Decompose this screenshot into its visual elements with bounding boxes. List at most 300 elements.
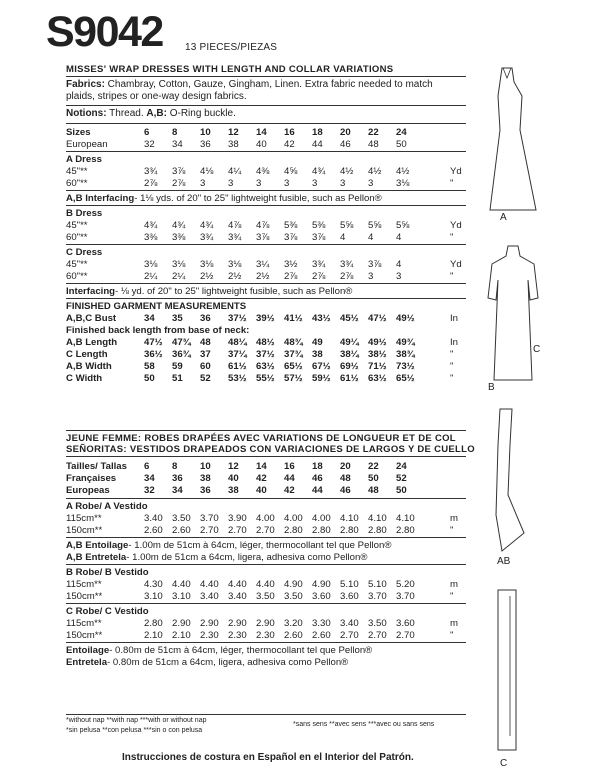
footnote-english: *without nap **with nap ***with or without nap (66, 717, 207, 724)
sizes-row (66, 127, 466, 138)
a-150-row-value: 2.70 (256, 525, 275, 536)
a-115-row-value: 3.50 (172, 513, 191, 524)
tailles-row-value: 12 (228, 461, 239, 472)
b-60-row-value: 3⅞ (256, 232, 270, 243)
tailles-row (66, 461, 466, 472)
b-45-row-value: 4¾ (200, 220, 214, 231)
c-dress-heading-label: C Dress (66, 247, 103, 258)
b-115-row-value: 4.40 (200, 579, 219, 590)
bust-row-value: 37½ (228, 313, 247, 324)
a-45-row-value: 4¼ (228, 166, 242, 177)
european-row-value: 40 (256, 139, 267, 150)
europeas-row-value: 48 (368, 485, 379, 496)
ab-length-row-value: 48 (200, 337, 211, 348)
b-45-row-value: 5⅝ (368, 220, 382, 231)
b-45-row-unit: Yd (450, 220, 462, 231)
european-row-value: 38 (228, 139, 239, 150)
c-60-row (66, 271, 466, 282)
b-robe-heading-label: B Robe/ B Vestido (66, 567, 149, 578)
bust-row (66, 313, 466, 324)
a-150-row-value: 2.80 (312, 525, 331, 536)
c-45-row (66, 259, 466, 270)
b-60-row-value: 3⅜ (172, 232, 186, 243)
spanish-instructions-note: Instrucciones de costura en Español en el Interior del Patrón. (122, 752, 414, 763)
a-60-row-value: 3 (228, 178, 234, 189)
c-interfacing-text: - ⅛ yd. of 20" to 25" lightweight fusible, such as Pellon® (115, 286, 353, 297)
c-45-row-value: 3¾ (340, 259, 354, 270)
b-60-row-unit: " (450, 232, 454, 243)
b-60-row-value: 4 (396, 232, 402, 243)
b-dress-heading-label: B Dress (66, 208, 103, 219)
europeas-row-value: 38 (228, 485, 239, 496)
c-interfacing (66, 286, 466, 297)
c-width-row-value: 55½ (256, 373, 275, 384)
c-115-row-value: 3.50 (368, 618, 387, 629)
a-60-row-value: 3⅛ (396, 178, 410, 189)
europeas-row-value: 50 (396, 485, 407, 496)
c-150-row-value: 2.70 (368, 630, 387, 641)
b-150-row-value: 3.10 (144, 591, 163, 602)
c-45-row-value: 3⅛ (144, 259, 158, 270)
b-45-row (66, 220, 466, 231)
b-60-row-value: 4 (368, 232, 374, 243)
ab-length-row-value: 49 (312, 337, 323, 348)
francaises-row-value: 48 (340, 473, 351, 484)
ab-entretela-text: - 1.00m de 51cm a 64cm, ligera, adhesiva como Pellon® (126, 552, 368, 563)
sizes-row-value: 24 (396, 127, 407, 138)
francaises-row-value: 36 (172, 473, 183, 484)
ab-length-row-value: 47¾ (172, 337, 191, 348)
sizes-row-label: Sizes (66, 127, 91, 138)
francaises-row-label: Françaises (66, 473, 117, 484)
a-60-row-value: 3 (368, 178, 374, 189)
b-150-row-value: 3.60 (340, 591, 359, 602)
a-150-row-value: 2.80 (396, 525, 415, 536)
c-interfacing-label: Interfacing (66, 286, 116, 297)
c-length-row-unit: " (450, 349, 454, 360)
c-150-row-value: 2.70 (340, 630, 359, 641)
ab-entoilage-label: A,B Entoilage (66, 540, 129, 551)
c-45-row-unit: Yd (450, 259, 462, 270)
notions-ab-label: A,B: (146, 108, 167, 119)
b-45-row-value: 4⅞ (228, 220, 242, 231)
tailles-row-value: 24 (396, 461, 407, 472)
b-60-row-value: 3¾ (200, 232, 214, 243)
label-c-piece: C (500, 758, 508, 769)
english-title: MISSES' WRAP DRESSES WITH LENGTH AND COLLAR VARIATIONS (66, 64, 394, 75)
c-robe-heading-label: C Robe/ C Vestido (66, 606, 149, 617)
fabrics-label: Fabrics: (66, 79, 105, 90)
b-45-row-label: 45"** (66, 220, 88, 231)
a-60-row-label: 60"** (66, 178, 88, 189)
ab-width-row-value: 69½ (340, 361, 359, 372)
b-45-row-value: 4¾ (144, 220, 158, 231)
c-60-row-value: 2⅞ (312, 271, 326, 282)
b-115-row-value: 4.90 (284, 579, 303, 590)
c-length-row-value: 38 (312, 349, 323, 360)
francaises-row-value: 34 (144, 473, 155, 484)
a-60-row-value: 3 (200, 178, 206, 189)
b-115-row-value: 5.20 (396, 579, 415, 590)
c-150-row-value: 2.30 (200, 630, 219, 641)
b-115-row-label: 115cm** (66, 579, 102, 590)
sizes-row-value: 8 (172, 127, 178, 138)
b-115-row-value: 5.10 (368, 579, 387, 590)
europeas-row-value: 46 (340, 485, 351, 496)
bust-row-value: 43½ (312, 313, 331, 324)
c-150-row-label: 150cm** (66, 630, 103, 641)
c-115-row-value: 3.60 (396, 618, 415, 629)
notions-ab-value: O-Ring buckle. (166, 108, 236, 119)
c-45-row-value: 3½ (284, 259, 298, 270)
a-60-row-value: 2⅞ (144, 178, 158, 189)
c-width-row-value: 57½ (284, 373, 303, 384)
c-width-row-value: 51 (172, 373, 183, 384)
c-width-row-unit: " (450, 373, 454, 384)
footnote-spanish: *sin pelusa **con pelusa ***sin o con pelusa (66, 727, 203, 734)
c-150-row (66, 630, 466, 641)
european-row-label: European (66, 139, 108, 150)
tailles-row-value: 16 (284, 461, 295, 472)
francaises-row-value: 38 (200, 473, 211, 484)
c-robe-heading (66, 606, 466, 617)
c-length-row-value: 37¼ (228, 349, 247, 360)
ab-length-row-value: 49¾ (396, 337, 415, 348)
label-ab: AB (497, 556, 511, 567)
ab-entretela-label: A,B Entretela (66, 552, 127, 563)
tailles-row-value: 14 (256, 461, 267, 472)
tailles-row-value: 8 (172, 461, 178, 472)
b-45-row-value: 5⅜ (284, 220, 298, 231)
c-115-row-value: 2.90 (172, 618, 191, 629)
sizes-row-value: 12 (228, 127, 239, 138)
b-45-row-value: 5⅝ (340, 220, 354, 231)
ab-length-row-value: 47½ (144, 337, 163, 348)
a-115-row-value: 4.00 (312, 513, 331, 524)
sizes-row-value: 10 (200, 127, 211, 138)
c-length-row (66, 349, 466, 360)
ab-width-row-value: 58 (144, 361, 155, 372)
pattern-piece-ab (480, 405, 540, 555)
c-60-row-value: 2½ (200, 271, 214, 282)
european-row-value: 50 (396, 139, 407, 150)
c-150-row-value: 2.60 (284, 630, 303, 641)
a-45-row-value: 4¾ (312, 166, 326, 177)
a-45-row (66, 166, 466, 177)
b-150-row-value: 3.50 (284, 591, 303, 602)
c-60-row-label: 60"** (66, 271, 88, 282)
ab-width-row-label: A,B Width (66, 361, 112, 372)
ab-interfacing-text: - 1⅛ yds. of 20" to 25" lightweight fusible, such as Pellon® (134, 193, 382, 204)
a-45-row-unit: Yd (450, 166, 462, 177)
c-width-row-value: 59½ (312, 373, 331, 384)
b-150-row-value: 3.40 (200, 591, 219, 602)
b-115-row-value: 4.90 (312, 579, 331, 590)
footnote-french: *sans sens **avec sens ***avec ou sans sens (293, 721, 435, 728)
b-dress-heading (66, 208, 466, 219)
c-60-row-value: 2½ (256, 271, 270, 282)
a-45-row-value: 4½ (340, 166, 354, 177)
c-length-row-label: C Length (66, 349, 108, 360)
a-60-row-value: 3 (284, 178, 290, 189)
c-150-row-value: 2.10 (172, 630, 191, 641)
sizes-row-value: 14 (256, 127, 267, 138)
c-150-row-value: 2.60 (312, 630, 331, 641)
c-length-row-value: 38¼ (340, 349, 359, 360)
b-45-row-value: 4⅞ (256, 220, 270, 231)
bust-row-value: 49½ (396, 313, 415, 324)
a-150-row-value: 2.70 (228, 525, 247, 536)
tailles-row-value: 10 (200, 461, 211, 472)
ab-width-row-value: 63½ (256, 361, 275, 372)
ab-interfacing-label: A,B Interfacing (66, 193, 135, 204)
bust-row-unit: In (450, 313, 459, 324)
europeas-row-value: 34 (172, 485, 183, 496)
a-45-row-value: 3⅞ (172, 166, 186, 177)
tailles-row-value: 22 (368, 461, 379, 472)
entretela-label: Entretela (66, 657, 108, 668)
c-length-row-value: 37½ (256, 349, 275, 360)
c-60-row-value: 2¼ (172, 271, 186, 282)
francaises-row (66, 473, 466, 484)
entretela-text: - 0.80m de 51cm a 64cm, ligera, adhesiva como Pellon® (107, 657, 349, 668)
c-45-row-value: 3⅛ (172, 259, 186, 270)
ab-length-row-value: 49½ (368, 337, 387, 348)
c-60-row-value: 3 (368, 271, 374, 282)
finished-heading (66, 301, 466, 312)
b-60-row-value: 3⅞ (284, 232, 298, 243)
european-row-value: 34 (172, 139, 183, 150)
a-115-row-value: 4.10 (340, 513, 359, 524)
c-115-row-value: 2.90 (256, 618, 275, 629)
a-115-row-value: 4.00 (284, 513, 303, 524)
a-60-row-value: 2⅞ (172, 178, 186, 189)
c-115-row (66, 618, 466, 629)
b-150-row-value: 3.70 (396, 591, 415, 602)
francaises-row-value: 50 (368, 473, 379, 484)
c-width-row-value: 65½ (396, 373, 415, 384)
b-150-row-unit: " (450, 591, 454, 602)
bust-row-value: 47½ (368, 313, 387, 324)
europeas-row-value: 40 (256, 485, 267, 496)
b-60-row-value: 4 (340, 232, 346, 243)
c-dress-heading (66, 247, 466, 258)
a-150-row-value: 2.60 (144, 525, 163, 536)
french-table (66, 459, 466, 719)
c-60-row-value: 2¼ (144, 271, 158, 282)
c-115-row-label: 115cm** (66, 618, 102, 629)
entoilage-label: Entoilage (66, 645, 110, 656)
tailles-row-value: 20 (340, 461, 351, 472)
label-a: A (500, 212, 507, 223)
francaises-row-value: 52 (396, 473, 407, 484)
b-115-row-value: 5.10 (340, 579, 359, 590)
europeas-row-value: 42 (284, 485, 295, 496)
ab-width-row-value: 73½ (396, 361, 415, 372)
ab-length-row-value: 48¼ (228, 337, 247, 348)
a-115-row-value: 3.70 (200, 513, 219, 524)
a-60-row-value: 3 (340, 178, 346, 189)
a-150-row-value: 2.80 (284, 525, 303, 536)
c-60-row-value: 2½ (228, 271, 242, 282)
ab-width-row-value: 60 (200, 361, 211, 372)
label-b: B (488, 382, 495, 393)
ab-entretela (66, 552, 466, 563)
label-c: C (533, 344, 541, 355)
a-115-row-value: 3.90 (228, 513, 247, 524)
c-width-row-value: 61½ (340, 373, 359, 384)
c-length-row-value: 38¾ (396, 349, 415, 360)
fabrics-line1: Chambray, Cotton, Gauze, Gingham, Linen. Extra fabric needed to match (104, 79, 433, 90)
b-115-row-value: 4.40 (256, 579, 275, 590)
entoilage-text: - 0.80m de 51cm à 64cm, léger, thermocollant tel que Pellon® (109, 645, 373, 656)
ab-entoilage (66, 540, 466, 551)
a-150-row-value: 2.80 (368, 525, 387, 536)
entretela (66, 657, 466, 668)
a-115-row-value: 4.10 (396, 513, 415, 524)
c-60-row-value: 3 (396, 271, 402, 282)
c-150-row-unit: " (450, 630, 454, 641)
sizes-row-value: 20 (340, 127, 351, 138)
c-45-row-value: 3¾ (312, 259, 326, 270)
b-45-row-value: 5⅝ (396, 220, 410, 231)
c-115-row-value: 3.30 (312, 618, 331, 629)
c-150-row-value: 2.10 (144, 630, 163, 641)
ab-width-row-value: 61½ (228, 361, 247, 372)
bust-row-value: 35 (172, 313, 183, 324)
a-45-row-value: 4⅛ (200, 166, 214, 177)
european-row-value: 48 (368, 139, 379, 150)
sizes-row-value: 6 (144, 127, 150, 138)
c-150-row-value: 2.30 (228, 630, 247, 641)
a-115-row-unit: m (450, 513, 458, 524)
c-115-row-value: 2.90 (228, 618, 247, 629)
c-width-row-value: 50 (144, 373, 155, 384)
ab-length-row-unit: In (450, 337, 459, 348)
c-length-row-value: 38½ (368, 349, 387, 360)
francaises-row-value: 46 (312, 473, 323, 484)
a-45-row-value: 4½ (396, 166, 410, 177)
b-60-row (66, 232, 466, 243)
europeas-row-label: Europeas (66, 485, 110, 496)
b-45-row-value: 4¾ (172, 220, 186, 231)
a-115-row-value: 3.40 (144, 513, 163, 524)
c-length-row-value: 36½ (144, 349, 163, 360)
c-45-row-value: 4 (396, 259, 402, 270)
c-width-row (66, 373, 466, 384)
b-150-row-value: 3.70 (368, 591, 387, 602)
a-dress-heading (66, 154, 466, 165)
b-150-row-value: 3.50 (256, 591, 275, 602)
european-row-value: 46 (340, 139, 351, 150)
c-45-row-value: 3⅛ (200, 259, 214, 270)
back-length-note (66, 325, 466, 336)
b-150-row-value: 3.10 (172, 591, 191, 602)
notions-value: Thread. (106, 108, 147, 119)
a-115-row-value: 4.10 (368, 513, 387, 524)
european-row-value: 32 (144, 139, 155, 150)
ab-length-row-label: A,B Length (66, 337, 118, 348)
b-150-row-value: 3.60 (312, 591, 331, 602)
b-60-row-label: 60"** (66, 232, 88, 243)
c-width-row-value: 53½ (228, 373, 247, 384)
b-60-row-value: 3⅞ (312, 232, 326, 243)
a-robe-heading-label: A Robe/ A Vestido (66, 501, 148, 512)
b-60-row-value: 3¾ (228, 232, 242, 243)
b-115-row-value: 4.30 (144, 579, 163, 590)
c-115-row-value: 3.20 (284, 618, 303, 629)
sizes-row-value: 22 (368, 127, 379, 138)
b-robe-heading (66, 567, 466, 578)
tailles-row-label: Tailles/ Tallas (66, 461, 127, 472)
c-width-row-value: 63½ (368, 373, 387, 384)
bust-row-value: 39½ (256, 313, 275, 324)
a-45-row-value: 3¾ (144, 166, 158, 177)
a-150-row-value: 2.60 (172, 525, 191, 536)
c-width-row-label: C Width (66, 373, 103, 384)
notions-text (66, 108, 236, 120)
a-150-row-value: 2.70 (200, 525, 219, 536)
europeas-row-value: 32 (144, 485, 155, 496)
ab-length-row-value: 48½ (256, 337, 275, 348)
c-115-row-unit: m (450, 618, 458, 629)
b-150-row (66, 591, 466, 602)
tailles-row-value: 18 (312, 461, 323, 472)
europeas-row-value: 36 (200, 485, 211, 496)
ab-width-row-unit: " (450, 361, 454, 372)
c-115-row-value: 2.80 (144, 618, 163, 629)
dress-a-illustration (470, 60, 550, 220)
european-row-value: 36 (200, 139, 211, 150)
c-115-row-value: 3.40 (340, 618, 359, 629)
francaises-row-value: 40 (228, 473, 239, 484)
ab-length-row-value: 48¾ (284, 337, 303, 348)
english-table (66, 127, 466, 467)
a-45-row-label: 45"** (66, 166, 88, 177)
francaises-row-value: 44 (284, 473, 295, 484)
ab-interfacing (66, 193, 466, 204)
b-115-row-value: 4.40 (228, 579, 247, 590)
c-length-row-value: 36¾ (172, 349, 191, 360)
c-length-row-value: 37¾ (284, 349, 303, 360)
ab-width-row-value: 59 (172, 361, 183, 372)
a-150-row-label: 150cm** (66, 525, 103, 536)
european-row-value: 44 (312, 139, 323, 150)
bust-row-value: 41½ (284, 313, 303, 324)
a-150-row-value: 2.80 (340, 525, 359, 536)
a-45-row-value: 4⅝ (284, 166, 298, 177)
b-115-row-unit: m (450, 579, 458, 590)
a-60-row-value: 3 (312, 178, 318, 189)
c-45-row-value: 3¼ (256, 259, 270, 270)
ab-length-row-value: 49¼ (340, 337, 359, 348)
c-60-row-value: 2⅞ (284, 271, 298, 282)
c-45-row-value: 3⅞ (368, 259, 382, 270)
europeas-row-value: 44 (312, 485, 323, 496)
a-115-row-label: 115cm** (66, 513, 102, 524)
bust-row-value: 36 (200, 313, 211, 324)
a-45-row-value: 4½ (368, 166, 382, 177)
a-60-row-unit: " (450, 178, 454, 189)
c-150-row-value: 2.70 (396, 630, 415, 641)
a-robe-heading (66, 501, 466, 512)
c-width-row-value: 52 (200, 373, 211, 384)
european-row (66, 139, 466, 150)
finished-heading-label: FINISHED GARMENT MEASUREMENTS (66, 301, 247, 312)
entoilage (66, 645, 466, 656)
c-45-row-value: 3⅛ (228, 259, 242, 270)
sizes-row-value: 18 (312, 127, 323, 138)
